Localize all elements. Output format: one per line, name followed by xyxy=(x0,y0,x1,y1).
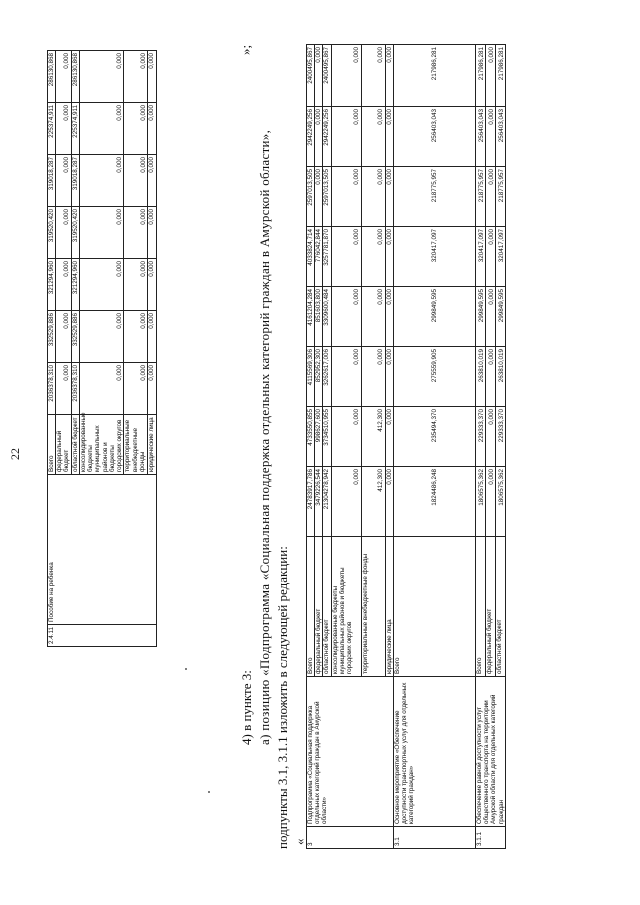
amendment-subpoints: подпункты 3.1, 3.1.1 изложить в следующей редакции: xyxy=(275,546,290,849)
cell-value: 0,000 xyxy=(56,311,71,363)
cell-value: 0,000 xyxy=(148,259,156,311)
cell-value: 321294,960 xyxy=(48,259,56,311)
cell-value: 0,000 xyxy=(148,363,156,415)
source-label: территориальные внебюджетные фонды xyxy=(361,537,385,677)
cell-value: 1824486,248 xyxy=(393,467,475,537)
cell-value: 0,000 xyxy=(315,107,323,167)
cell-value: 229333,370 xyxy=(495,407,505,467)
source-label: юридические лица xyxy=(385,537,393,677)
row-title: Пособие на ребенка xyxy=(48,475,157,625)
cell-value: 0,000 xyxy=(79,363,123,415)
cell-value: 0,000 xyxy=(331,107,361,167)
amendment-point: 4) в пункте 3: xyxy=(239,670,254,745)
cell-value: 319018,287 xyxy=(48,155,56,207)
cell-value: 0,000 xyxy=(331,45,361,107)
cell-value: 286130,868 xyxy=(71,51,79,103)
source-label: областной бюджет xyxy=(323,537,331,677)
cell-value: 217986,281 xyxy=(475,45,485,107)
cell-value: 0,000 xyxy=(485,407,495,467)
cell-value: 3262617,006 xyxy=(323,347,331,407)
table-subprogram xyxy=(306,44,506,849)
source-label: Всего xyxy=(475,537,485,677)
cell-value: 0,000 xyxy=(56,155,71,207)
cell-value: 0,000 xyxy=(485,467,495,537)
cell-value: 332529,886 xyxy=(48,311,56,363)
cell-value: 0,000 xyxy=(148,155,156,207)
cell-value: 0,000 xyxy=(79,51,123,103)
closing-quote: »; xyxy=(238,44,253,55)
cell-value: 218775,957 xyxy=(495,167,505,227)
cell-value: 1806575,362 xyxy=(495,467,505,537)
cell-value: 0,000 xyxy=(361,45,385,107)
table-row xyxy=(475,45,485,849)
cell-value: 776042,844 xyxy=(315,227,323,287)
cell-value: 320417,097 xyxy=(393,227,475,287)
cell-value: 225374,911 xyxy=(71,103,79,155)
cell-value: 0,000 xyxy=(485,287,495,347)
cell-value: 0,000 xyxy=(385,45,393,107)
cell-value: 0,000 xyxy=(56,51,71,103)
cell-value: 0,000 xyxy=(124,207,148,259)
source-label: консолидированные бюджеты муниципальных районов и бюджеты городских округов xyxy=(331,537,361,677)
cell-value: 218775,957 xyxy=(475,167,485,227)
cell-value: 218775,957 xyxy=(393,167,475,227)
source-label: федеральный бюджет xyxy=(315,537,323,677)
source-label: областной бюджет xyxy=(495,537,505,677)
cell-value: 2597013,505 xyxy=(307,167,315,227)
cell-value: 320417,097 xyxy=(495,227,505,287)
cell-value: 0,000 xyxy=(79,311,123,363)
cell-value: 0,000 xyxy=(79,155,123,207)
cell-value: 263810,019 xyxy=(495,347,505,407)
opening-quote: « xyxy=(292,838,307,845)
row-number: 3.1 xyxy=(393,827,475,849)
cell-value: 0,000 xyxy=(56,207,71,259)
cell-value: 0,000 xyxy=(148,103,156,155)
cell-value: 319520,420 xyxy=(71,207,79,259)
cell-value: 0,000 xyxy=(361,347,385,407)
source-label: Всего xyxy=(48,415,56,475)
cell-value: 299849,595 xyxy=(475,287,485,347)
scan-speck xyxy=(208,791,210,793)
cell-value: 2942249,256 xyxy=(323,107,331,167)
cell-value: 225374,911 xyxy=(48,103,56,155)
cell-value: 852952,300 xyxy=(315,347,323,407)
cell-value: 0,000 xyxy=(148,51,156,103)
cell-value: 0,000 xyxy=(485,167,495,227)
cell-value: 0,000 xyxy=(385,287,393,347)
page-number: 22 xyxy=(8,448,22,460)
table-row xyxy=(307,45,315,849)
cell-value: 2942249,256 xyxy=(307,107,315,167)
cell-value: 286130,868 xyxy=(48,51,56,103)
cell-value: 0,000 xyxy=(331,347,361,407)
cell-value: 0,000 xyxy=(385,347,393,407)
cell-value: 3734510,955 xyxy=(323,407,331,467)
cell-value: 3309600,484 xyxy=(323,287,331,347)
cell-value: 4033824,714 xyxy=(307,227,315,287)
cell-value: 0,000 xyxy=(331,407,361,467)
cell-value: 0,000 xyxy=(79,207,123,259)
source-label: федеральный бюджет xyxy=(56,415,71,475)
cell-value: 0,000 xyxy=(79,103,123,155)
cell-value: 0,000 xyxy=(124,103,148,155)
cell-value: 217986,281 xyxy=(393,45,475,107)
cell-value: 0,000 xyxy=(385,167,393,227)
cell-value: 2400495,867 xyxy=(323,45,331,107)
cell-value: 4733550,855 xyxy=(307,407,315,467)
cell-value: 0,000 xyxy=(385,227,393,287)
cell-value: 0,000 xyxy=(385,467,393,537)
cell-value: 319520,420 xyxy=(48,207,56,259)
cell-value: 1806575,362 xyxy=(475,467,485,537)
cell-value: 0,000 xyxy=(361,107,385,167)
cell-value: 21304278,942 xyxy=(323,467,331,537)
cell-value: 0,000 xyxy=(331,467,361,537)
table-allowance xyxy=(47,50,157,647)
cell-value: 4161204,284 xyxy=(307,287,315,347)
cell-value: 412,300 xyxy=(361,467,385,537)
cell-value: 299849,595 xyxy=(393,287,475,347)
cell-value: 0,000 xyxy=(56,259,71,311)
cell-value: 998627,600 xyxy=(315,407,323,467)
cell-value: 24783917,786 xyxy=(307,467,315,537)
cell-value: 3479226,544 xyxy=(315,467,323,537)
cell-value: 3257781,870 xyxy=(323,227,331,287)
row-number: 3 xyxy=(307,827,394,849)
cell-value: 0,000 xyxy=(79,259,123,311)
cell-value: 0,000 xyxy=(56,363,71,415)
cell-value: 0,000 xyxy=(315,45,323,107)
cell-value: 0,000 xyxy=(331,167,361,227)
cell-value: 229333,370 xyxy=(475,407,485,467)
scan-speck xyxy=(185,668,187,670)
cell-value: 319018,287 xyxy=(71,155,79,207)
table-row xyxy=(393,45,475,849)
cell-value: 321294,960 xyxy=(71,259,79,311)
cell-value: 2400495,867 xyxy=(307,45,315,107)
cell-value: 0,000 xyxy=(124,363,148,415)
source-label: Всего xyxy=(307,537,315,677)
row-title: Подпрограмма «Социальная поддержка отдельных категорий граждан в Амурской области» xyxy=(307,677,394,827)
cell-value: 2036378,310 xyxy=(71,363,79,415)
cell-value: 2036378,310 xyxy=(48,363,56,415)
source-label: консолидированные бюджеты муниципальных районов и бюджеты городских округов xyxy=(79,415,123,475)
source-label: федеральный бюджет xyxy=(485,537,495,677)
cell-value: 0,000 xyxy=(56,103,71,155)
cell-value: 4115569,306 xyxy=(307,347,315,407)
row-number: 3.1.1 xyxy=(475,827,505,849)
cell-value: 0,000 xyxy=(361,227,385,287)
cell-value: 0,000 xyxy=(148,311,156,363)
source-label: областной бюджет xyxy=(71,415,79,475)
cell-value: 0,000 xyxy=(361,167,385,227)
cell-value: 235494,370 xyxy=(393,407,475,467)
cell-value: 851603,800 xyxy=(315,287,323,347)
cell-value: 0,000 xyxy=(361,287,385,347)
row-number: 2.4.11 xyxy=(48,625,157,647)
cell-value: 299849,595 xyxy=(495,287,505,347)
cell-value: 0,000 xyxy=(385,407,393,467)
cell-value: 0,000 xyxy=(124,155,148,207)
cell-value: 0,000 xyxy=(385,107,393,167)
source-label: территориальные внебюджетные фонды xyxy=(124,415,148,475)
cell-value: 0,000 xyxy=(124,259,148,311)
row-title: Обеспечение равной доступности услуг общественного транспорта на территории Амурской области для отдельных категорий граждан xyxy=(475,677,505,827)
cell-value: 0,000 xyxy=(315,167,323,227)
cell-value: 275559,905 xyxy=(393,347,475,407)
cell-value: 2597013,505 xyxy=(323,167,331,227)
source-label: Всего xyxy=(393,537,475,677)
cell-value: 0,000 xyxy=(331,287,361,347)
cell-value: 256403,043 xyxy=(475,107,485,167)
cell-value: 332529,886 xyxy=(71,311,79,363)
cell-value: 217986,281 xyxy=(495,45,505,107)
cell-value: 0,000 xyxy=(124,311,148,363)
cell-value: 0,000 xyxy=(485,45,495,107)
cell-value: 0,000 xyxy=(124,51,148,103)
source-label: юридические лица xyxy=(148,415,156,475)
cell-value: 263810,019 xyxy=(475,347,485,407)
cell-value: 0,000 xyxy=(485,227,495,287)
cell-value: 0,000 xyxy=(485,347,495,407)
cell-value: 0,000 xyxy=(331,227,361,287)
cell-value: 256403,043 xyxy=(393,107,475,167)
cell-value: 320417,097 xyxy=(475,227,485,287)
table-row xyxy=(48,51,56,647)
cell-value: 0,000 xyxy=(148,207,156,259)
cell-value: 412,300 xyxy=(361,407,385,467)
cell-value: 256403,043 xyxy=(495,107,505,167)
row-title: Основное мероприятие «Обеспечение доступности транспортных услуг для отдельных категорий граждан» xyxy=(393,677,475,827)
cell-value: 0,000 xyxy=(485,107,495,167)
amendment-position: а) позицию «Подпрограмма «Социальная поддержка отдельных категорий граждан в Амурской области», xyxy=(257,129,272,745)
